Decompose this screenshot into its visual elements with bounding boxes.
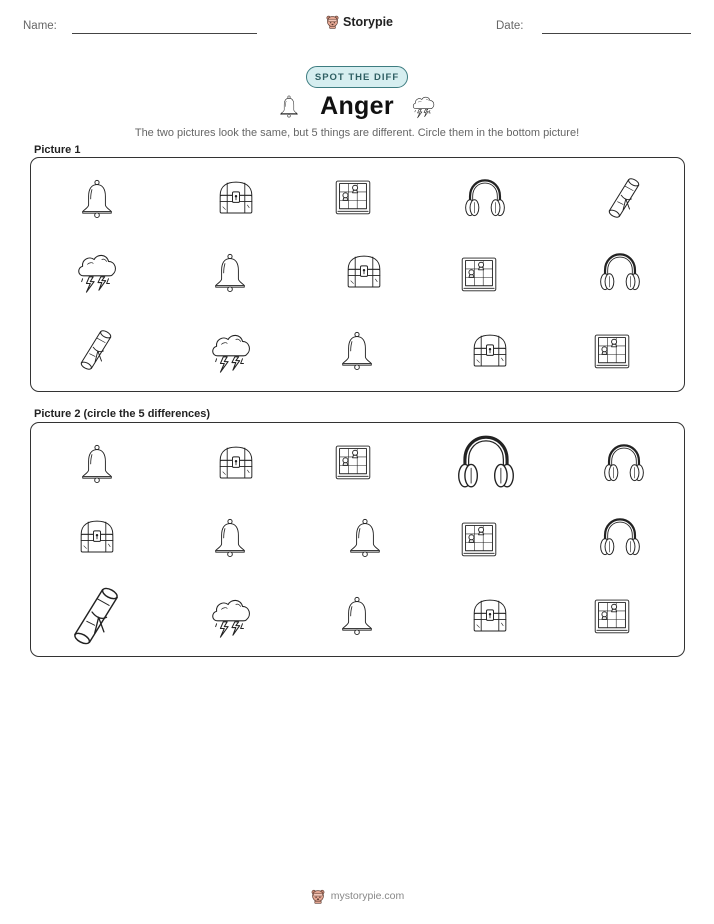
bell-icon[interactable]	[344, 515, 386, 559]
board-game-icon	[590, 330, 634, 372]
board-game-icon	[331, 176, 375, 218]
brand-name: Storypie	[343, 14, 394, 29]
headphones-icon	[598, 250, 642, 294]
name-field[interactable]	[72, 33, 257, 34]
treasure-chest-icon	[468, 329, 512, 373]
board-game-icon[interactable]	[457, 518, 501, 560]
bell-icon	[277, 93, 301, 119]
date-label: Date:	[496, 20, 524, 32]
treasure-chest-icon[interactable]	[75, 515, 119, 559]
treasure-chest-icon	[214, 176, 258, 220]
picture-1-label: Picture 1	[34, 144, 81, 156]
board-game-icon[interactable]	[590, 595, 634, 637]
name-label: Name:	[23, 20, 57, 32]
storypie-mascot-icon	[325, 14, 340, 29]
scroll-icon	[601, 174, 647, 222]
bell-icon[interactable]	[336, 593, 378, 637]
treasure-chest-icon[interactable]	[468, 594, 512, 638]
activity-badge: SPOT THE DIFF	[306, 66, 408, 88]
bell-icon	[336, 328, 378, 372]
headphones-icon[interactable]	[598, 515, 642, 559]
treasure-chest-icon	[342, 250, 386, 294]
storm-cloud-icon	[207, 328, 255, 376]
storm-cloud-icon	[409, 93, 438, 120]
picture-2-panel	[30, 422, 685, 657]
headphones-icon	[463, 176, 507, 220]
treasure-chest-icon[interactable]	[214, 441, 258, 485]
storypie-mascot-icon	[310, 888, 326, 904]
picture-1-panel	[30, 157, 685, 392]
board-game-icon[interactable]	[331, 441, 375, 483]
brand-logo	[325, 14, 393, 29]
picture-2-label: Picture 2 (circle the 5 differences)	[34, 408, 211, 420]
footer-url[interactable]: mystorypie.com	[330, 890, 405, 902]
date-field[interactable]	[542, 33, 691, 34]
footer	[0, 888, 714, 904]
bell-icon[interactable]	[76, 441, 118, 485]
storm-cloud-icon[interactable]	[207, 593, 255, 641]
storm-cloud-icon	[73, 248, 121, 296]
headphones-large-icon[interactable]	[455, 431, 517, 493]
scroll-large-icon[interactable]	[63, 581, 129, 651]
instructions: The two pictures look the same, but 5 things are different. Circle them in the bottom picture!	[134, 127, 580, 139]
page-title: Anger	[320, 92, 394, 120]
bell-icon[interactable]	[209, 515, 251, 559]
bell-icon	[76, 176, 118, 220]
scroll-icon	[73, 326, 119, 374]
bell-icon	[209, 250, 251, 294]
board-game-icon	[457, 253, 501, 295]
headphones-icon[interactable]	[602, 441, 646, 485]
